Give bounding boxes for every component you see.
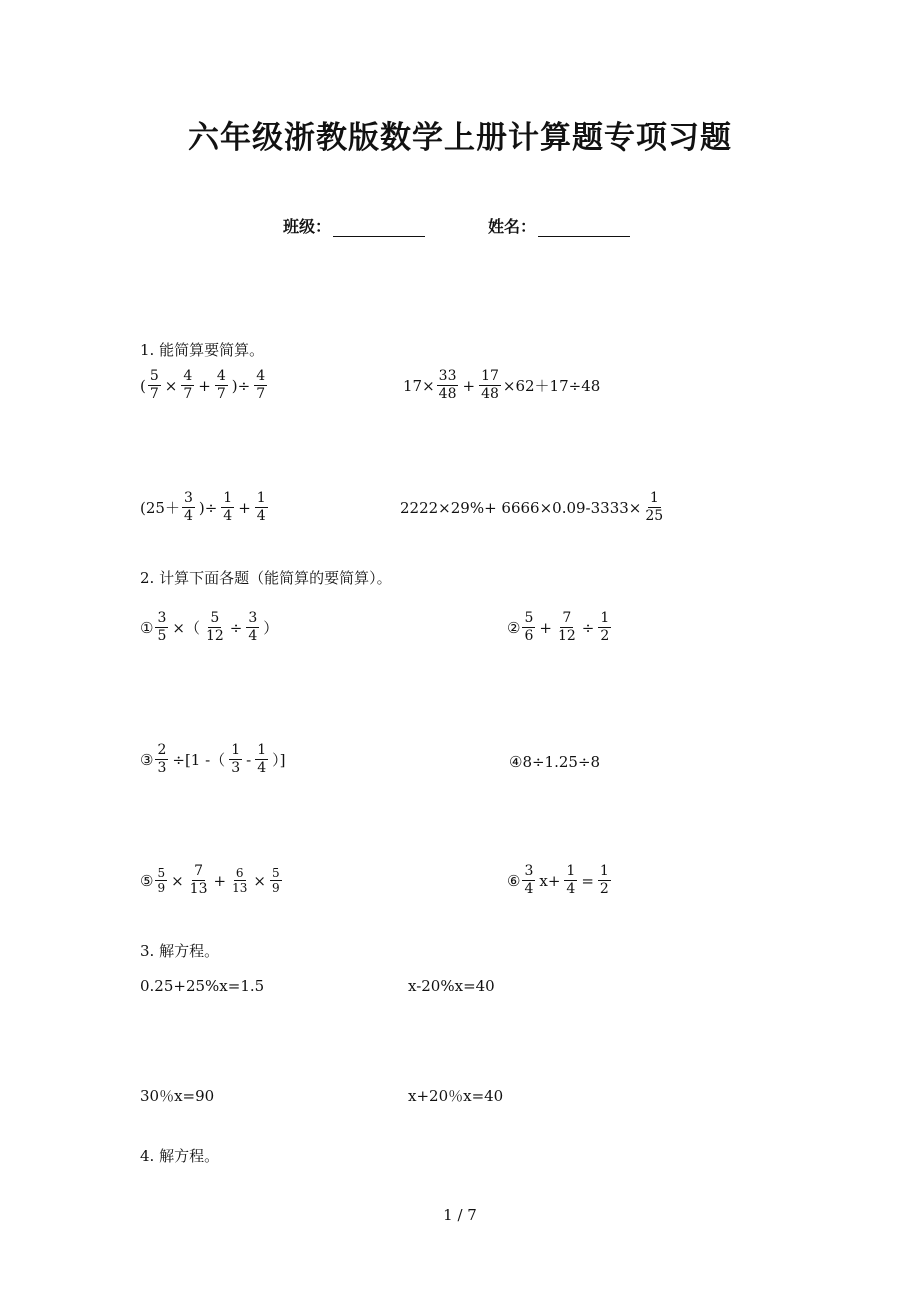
s2p1-frac-2: $\frac{5}{12}$ bbox=[205, 610, 224, 644]
s1p3-frac-2: $\frac{1}{4}$ bbox=[223, 490, 233, 524]
s2-problem-2 bbox=[507, 610, 613, 645]
s2p5-frac-1: $\frac{5}{9}$ bbox=[157, 866, 166, 895]
s1p1-open: ( bbox=[140, 376, 146, 395]
s2p6-frac-2: $\frac{1}{4}$ bbox=[566, 863, 576, 897]
s2p2-frac-3: $\frac{1}{2}$ bbox=[600, 610, 610, 644]
s2p3-close: ）] bbox=[272, 751, 286, 769]
s1p1-close: )÷ bbox=[231, 376, 251, 395]
s2p5-op3: × bbox=[253, 871, 266, 890]
name-label: 姓名： bbox=[488, 217, 537, 236]
s1-problem-1 bbox=[140, 368, 269, 403]
s2p2-op1: + bbox=[539, 618, 552, 637]
s1p1-frac-1: $\frac{5}{7}$ bbox=[149, 368, 159, 402]
section3-heading: 3. 解方程。 bbox=[140, 942, 220, 960]
s1p1-frac-4: $\frac{4}{7}$ bbox=[256, 368, 266, 402]
s2-problem-5 bbox=[140, 863, 284, 898]
s1-problem-2 bbox=[403, 368, 600, 403]
s2p1-frac-3: $\frac{3}{4}$ bbox=[248, 610, 258, 644]
section1-heading: 1. 能简算要简算。 bbox=[140, 341, 265, 359]
s3-equation-1: 0.25+25%x=1.5 bbox=[140, 977, 265, 995]
s1p3-frac-1: $\frac{3}{4}$ bbox=[183, 490, 193, 524]
class-label: 班级： bbox=[283, 217, 332, 236]
name-blank[interactable] bbox=[538, 220, 630, 237]
s1p3-op1: )÷ bbox=[198, 498, 218, 517]
s2-problem-1 bbox=[140, 610, 280, 645]
s2p3-op1: ÷[1 -（ bbox=[172, 751, 226, 769]
s1p2-pre: 17× bbox=[403, 376, 435, 395]
s3-equation-4: x+20％x=40 bbox=[408, 1087, 504, 1105]
s2p2-frac-1: $\frac{5}{6}$ bbox=[524, 610, 534, 644]
s2p2-frac-2: $\frac{7}{12}$ bbox=[557, 610, 576, 644]
s1-problem-4 bbox=[400, 490, 667, 525]
s2p3-number: ③ bbox=[140, 750, 154, 769]
s2p6-frac-1: $\frac{3}{4}$ bbox=[524, 863, 534, 897]
s1p4-frac-1: $\frac{1}{25}$ bbox=[645, 490, 664, 524]
s1p2-frac-1: $\frac{33}{48}$ bbox=[438, 368, 457, 402]
s2p5-number: ⑤ bbox=[140, 871, 154, 890]
name-field bbox=[488, 214, 630, 237]
class-blank[interactable] bbox=[333, 220, 425, 237]
s1p3-frac-3: $\frac{1}{4}$ bbox=[256, 490, 266, 524]
page-number: 1 / 7 bbox=[443, 1206, 477, 1224]
s2-problem-6 bbox=[507, 863, 613, 898]
s2p5-op1: × bbox=[171, 871, 184, 890]
s2p5-frac-4: $\frac{5}{9}$ bbox=[271, 866, 280, 895]
s2p6-number: ⑥ bbox=[507, 871, 521, 890]
s2p5-frac-3: $\frac{6}{13}$ bbox=[232, 866, 248, 895]
s1p1-op1: × bbox=[164, 376, 178, 395]
s1p2-post: ×62＋17÷48 bbox=[502, 377, 601, 395]
s3-equation-3: 30％x=90 bbox=[140, 1087, 215, 1105]
s2p6-frac-3: $\frac{1}{2}$ bbox=[599, 863, 609, 897]
s2-problem-4 bbox=[509, 753, 600, 771]
class-field bbox=[283, 214, 425, 237]
page-title: 六年级浙教版数学上册计算题专项习题 bbox=[188, 120, 732, 156]
s2-problem-3 bbox=[140, 742, 287, 777]
s2p1-number: ① bbox=[140, 618, 154, 637]
s2p2-op2: ÷ bbox=[581, 618, 595, 637]
s1p3-pre: (25＋ bbox=[140, 499, 180, 517]
s2p1-op1: ×（ bbox=[172, 619, 200, 637]
s2p3-frac-3: $\frac{1}{4}$ bbox=[257, 742, 267, 776]
s2p4-text: ④8÷1.25÷8 bbox=[509, 753, 601, 771]
s1p4-pre: 2222×29%+ 6666×0.09-3333× bbox=[400, 498, 642, 517]
s1p3-op2: + bbox=[238, 498, 251, 517]
s2p5-frac-2: $\frac{7}{13}$ bbox=[189, 863, 208, 897]
s2p1-close: ） bbox=[263, 619, 279, 637]
s2p5-op2: + bbox=[213, 871, 227, 890]
section4-heading: 4. 解方程。 bbox=[140, 1147, 220, 1165]
s2p6-op2: = bbox=[581, 871, 594, 890]
s2p1-op2: ÷ bbox=[229, 618, 243, 637]
s1p1-frac-3: $\frac{4}{7}$ bbox=[216, 368, 226, 402]
s2p1-frac-1: $\frac{3}{5}$ bbox=[157, 610, 167, 644]
section2-heading: 2. 计算下面各题（能简算的要简算）。 bbox=[140, 569, 392, 587]
s2p3-frac-2: $\frac{1}{3}$ bbox=[231, 742, 241, 776]
s1p1-frac-2: $\frac{4}{7}$ bbox=[183, 368, 193, 402]
s3-equation-2: x-20%x=40 bbox=[408, 977, 495, 995]
s1p1-op2: + bbox=[198, 376, 211, 395]
s1-problem-3 bbox=[140, 490, 270, 525]
s2p2-number: ② bbox=[507, 618, 521, 637]
s1p2-op1: + bbox=[462, 376, 476, 395]
s1p2-frac-2: $\frac{17}{48}$ bbox=[481, 368, 499, 402]
s2p6-op1: x+ bbox=[539, 871, 561, 890]
s2p3-frac-1: $\frac{2}{3}$ bbox=[157, 742, 167, 776]
s2p3-op2: - bbox=[246, 750, 252, 769]
